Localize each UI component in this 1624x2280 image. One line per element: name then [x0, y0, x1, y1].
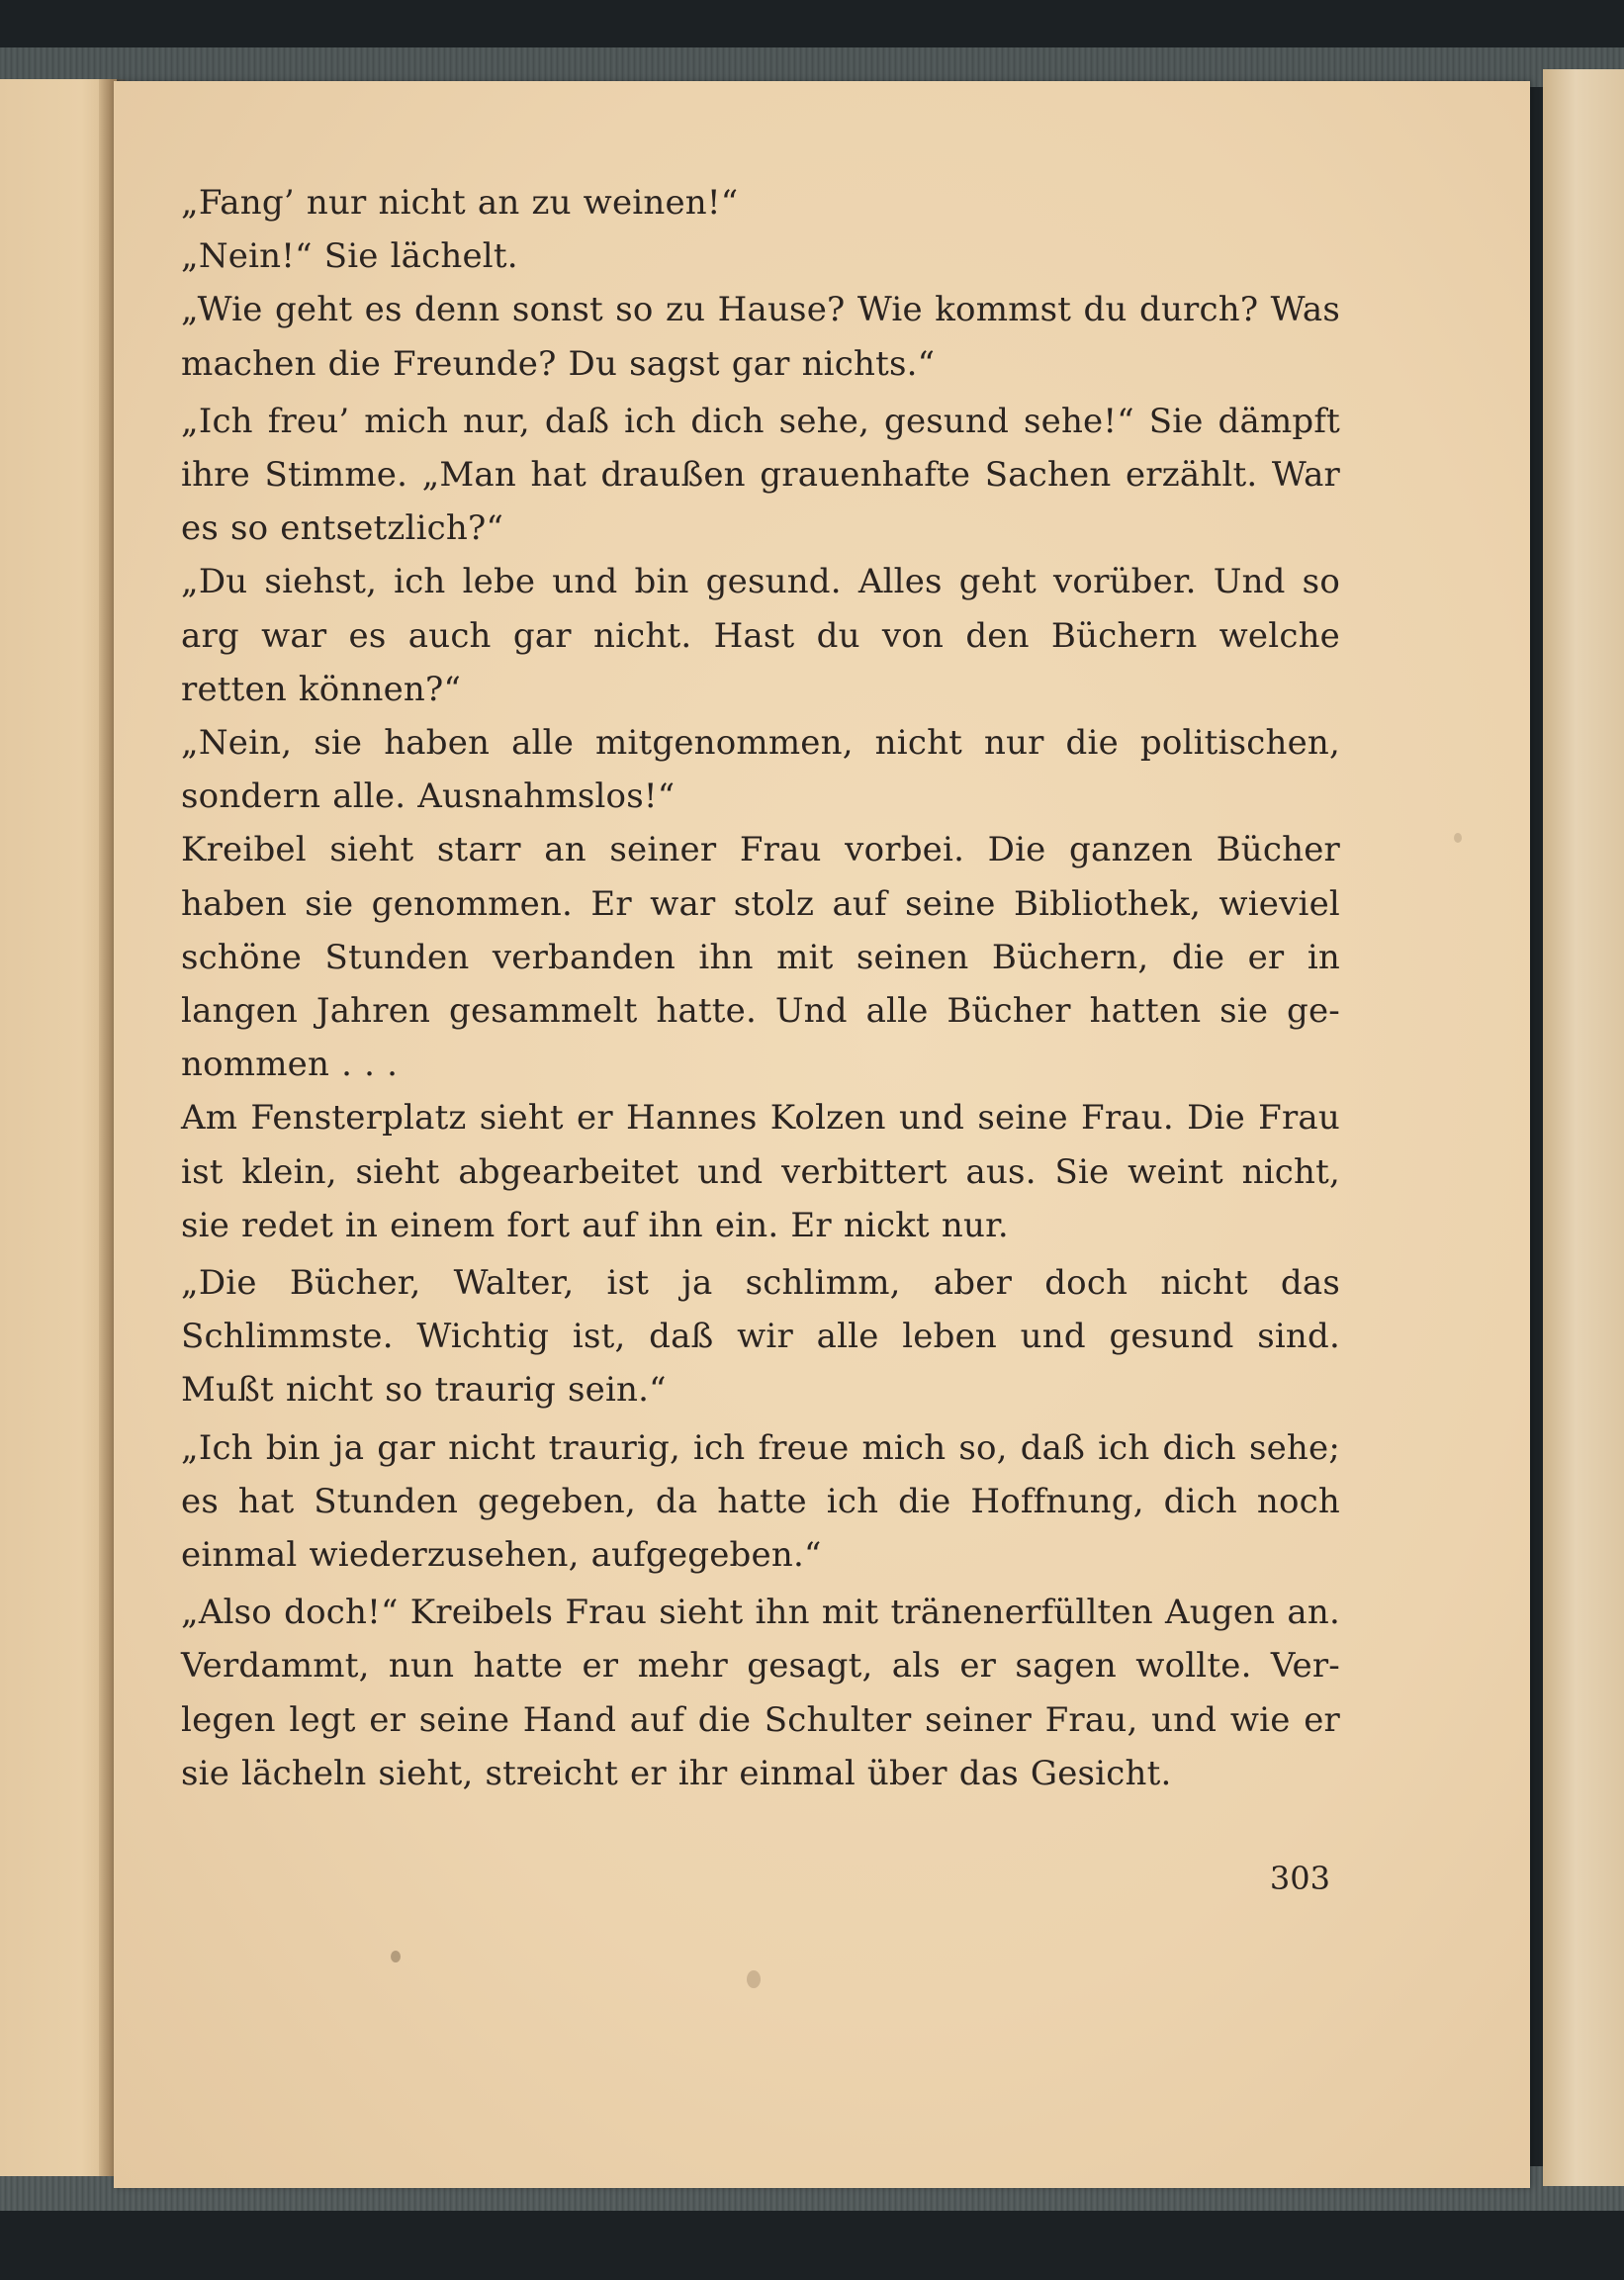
paper-speck: [1454, 833, 1462, 843]
paragraph: Am Fensterplatz sieht er Hannes Kolzen und seine Frau. Die Frau ist klein, sieht abgearbeitet und verbittert aus. Sie weint nicht, sie redet in einem fort auf ihn ein. Er nickt nur.: [181, 1098, 1340, 1245]
page-stack-edge: [1543, 69, 1624, 2186]
paragraph: „Nein, sie haben alle mitgenommen, nicht nur die politischen, sondern alle. Ausnahmslos!“: [181, 723, 1340, 817]
paragraph: „Ich bin ja gar nicht traurig, ich freue mich so, daß ich dich sehe; es hat Stunden gegeben, da hatte ich die Hoffnung, dich noch einmal wiederzusehen, aufgegeben.“: [181, 1427, 1340, 1576]
paper-speck: [747, 1970, 761, 1988]
paragraph: „Du siehst, ich lebe und bin gesund. Alles geht vorüber. Und so arg war es auch gar nicht. Hast du von den Büchern welche retten können?“: [181, 562, 1340, 709]
paragraph: „Fang’ nur nicht an zu weinen!“: [181, 183, 739, 223]
paper-speck: [391, 1951, 401, 1962]
body-text: [181, 176, 1340, 1800]
paragraph: „Nein!“ Sie lächelt.: [181, 236, 518, 277]
paragraph: „Wie geht es denn sonst so zu Hause? Wie kommst du durch? Was machen die Freunde? Du sagst gar nichts.“: [181, 290, 1340, 384]
page-number: 303: [1269, 1860, 1330, 1897]
paragraph: Kreibel sieht starr an seiner Frau vorbei. Die ganzen Bücher haben sie genommen. Er war stolz auf seine Bibliothek, wieviel schöne Stunden verbanden ihn mit seinen Büchern, die er in langen Jahren gesammelt hatte. Und alle Bücher hatten sie ge-nommen . . .: [181, 830, 1340, 1085]
paragraph: „Also doch!“ Kreibels Frau sieht ihn mit tränenerfüllten Augen an. Verdammt, nun hatte er mehr gesagt, als er sagen wollte. Ver-legen legt er seine Hand auf die Schulter seiner Frau, und wie er sie lächeln sieht, streicht er ihr einmal über das Gesicht.: [181, 1593, 1340, 1793]
paragraph: „Die Bücher, Walter, ist ja schlimm, aber doch nicht das Schlimmste. Wichtig ist, daß wir alle leben und gesund sind. Mußt nicht so traurig sein.“: [181, 1263, 1340, 1411]
paragraph: „Ich freu’ mich nur, daß ich dich sehe, gesund sehe!“ Sie dämpft ihre Stimme. „Man hat draußen grauenhafte Sachen erzählt. War es so entsetzlich?“: [181, 401, 1340, 549]
